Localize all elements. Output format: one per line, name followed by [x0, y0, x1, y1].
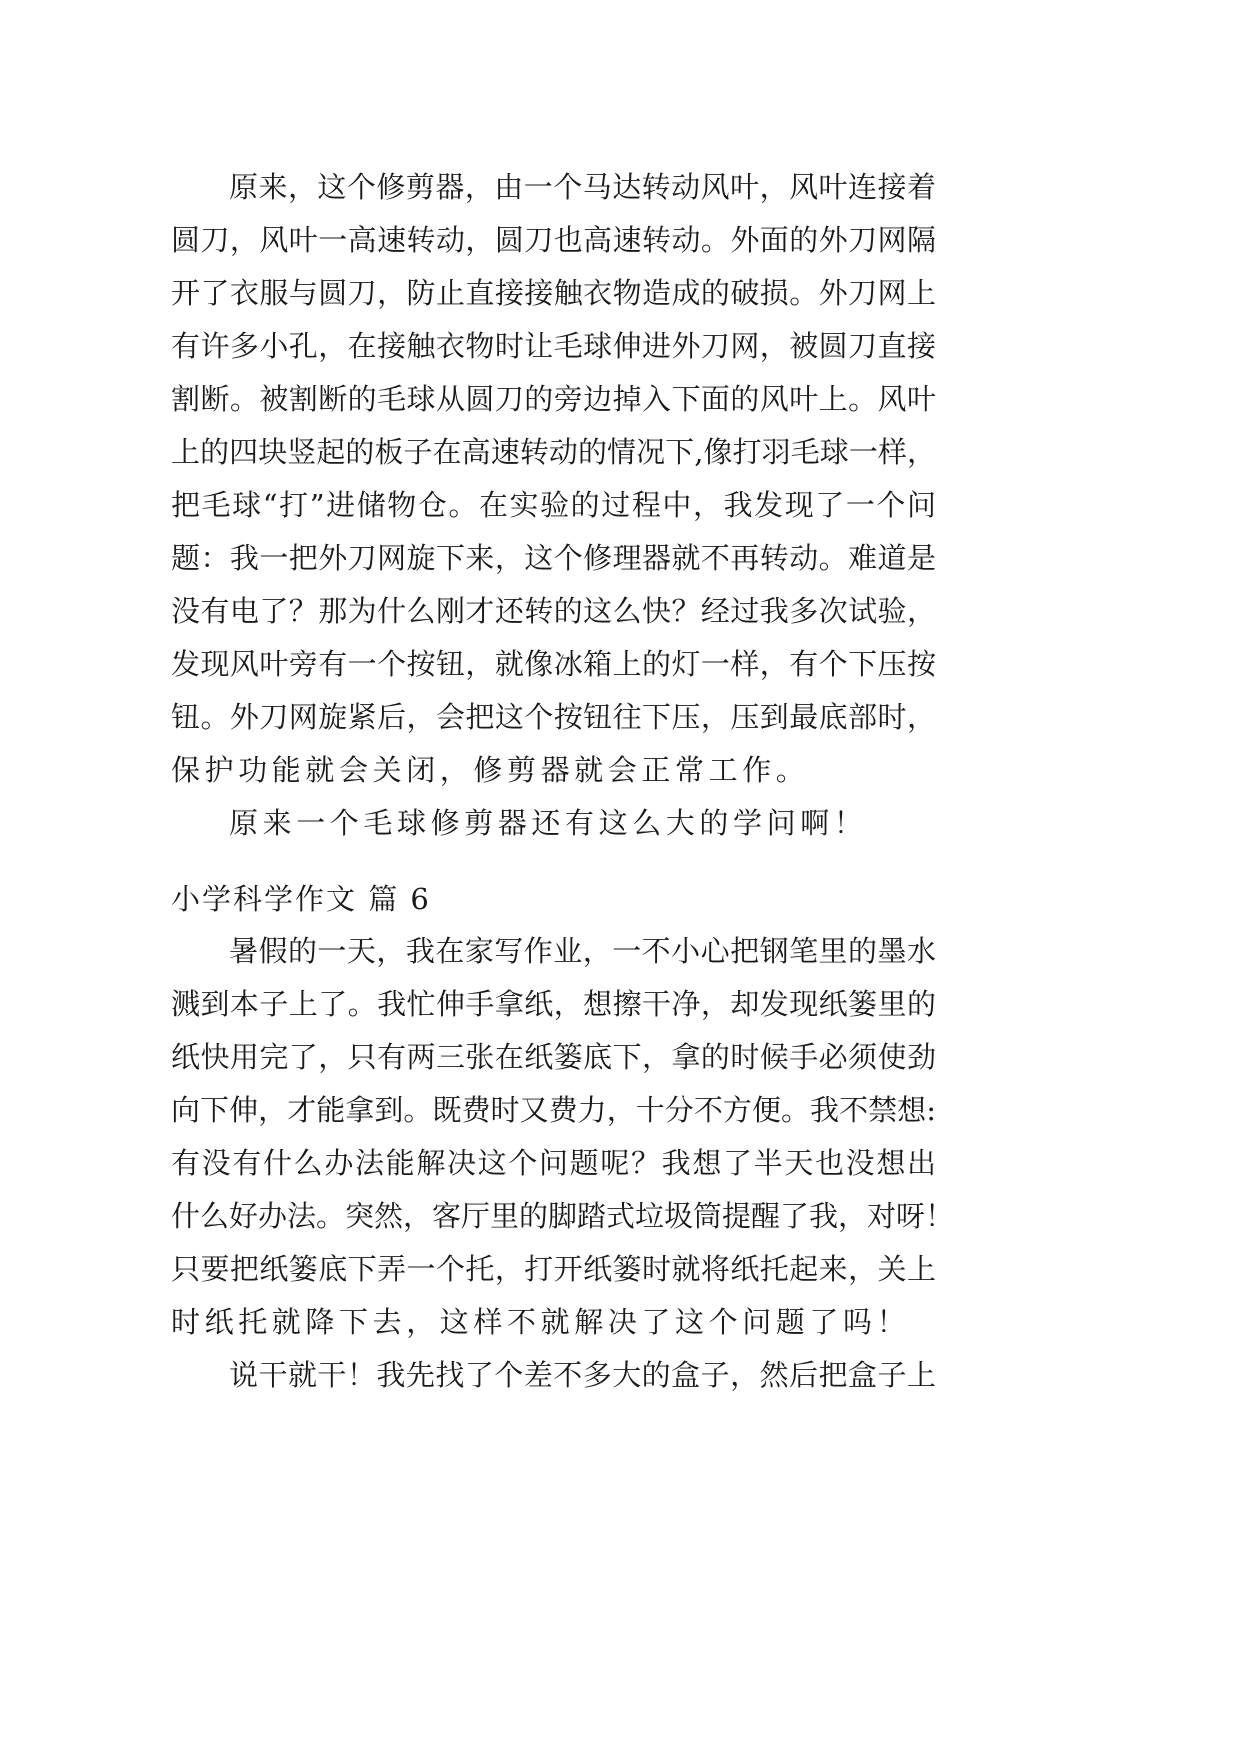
text-line: 开了衣服与圆刀，防止直接接触衣物造成的破损。外刀网上	[171, 276, 936, 310]
text-line: 保护功能就会关闭，修剪器就会正常工作。	[171, 753, 810, 787]
text-line: 有没有什么办法能解决这个问题呢？我想了半天也没想出	[171, 1146, 936, 1180]
text-line: 什么好办法。突然，客厅里的脚踏式垃圾筒提醒了我，对呀！	[171, 1199, 955, 1233]
text-line: 钮。外刀网旋紧后，会把这个按钮往下压，压到最底部时，	[171, 700, 936, 734]
text-line: 纸快用完了，只有两三张在纸篓底下，拿的时候手必须使劲	[171, 1040, 936, 1074]
text-line: 发现风叶旁有一个按钮，就像冰箱上的灯一样，有个下压按	[171, 647, 936, 681]
text-line: 有许多小孔，在接触衣物时让毛球伸进外刀网，被圆刀直接	[171, 329, 936, 363]
text-line: 把毛球“打”进储物仓。在实验的过程中，我发现了一个问	[171, 488, 936, 522]
text-line: 只要把纸篓底下弄一个托，打开纸篓时就将纸托起来，关上	[171, 1252, 936, 1286]
text-line: 说干就干！我先找了个差不多大的盒子，然后把盒子上	[229, 1358, 936, 1392]
text-line: 暑假的一天，我在家写作业，一不小心把钢笔里的墨水	[229, 934, 936, 968]
text-line: 没有电了？那为什么刚才还转的这么快？经过我多次试验，	[171, 594, 936, 628]
text-line: 向下伸，才能拿到。既费时又费力，十分不方便。我不禁想:	[171, 1093, 936, 1127]
text-line: 原来，这个修剪器，由一个马达转动风叶，风叶连接着	[229, 170, 936, 204]
text-line: 割断。被割断的毛球从圆刀的旁边掉入下面的风叶上。风叶	[171, 382, 936, 416]
text-line: 原来一个毛球修剪器还有这么大的学问啊！	[229, 806, 868, 840]
text-line: 上的四块竖起的板子在高速转动的情况下,像打羽毛球一样，	[171, 435, 936, 469]
text-line: 时纸托就降下去，这样不就解决了这个问题了吗！	[171, 1305, 911, 1339]
section-heading: 小学科学作文 篇 6	[171, 882, 431, 916]
text-line: 溅到本子上了。我忙伸手拿纸，想擦干净，却发现纸篓里的	[171, 987, 936, 1021]
text-line: 题：我一把外刀网旋下来，这个修理器就不再转动。难道是	[171, 541, 936, 575]
text-line: 圆刀，风叶一高速转动，圆刀也高速转动。外面的外刀网隔	[171, 223, 936, 257]
